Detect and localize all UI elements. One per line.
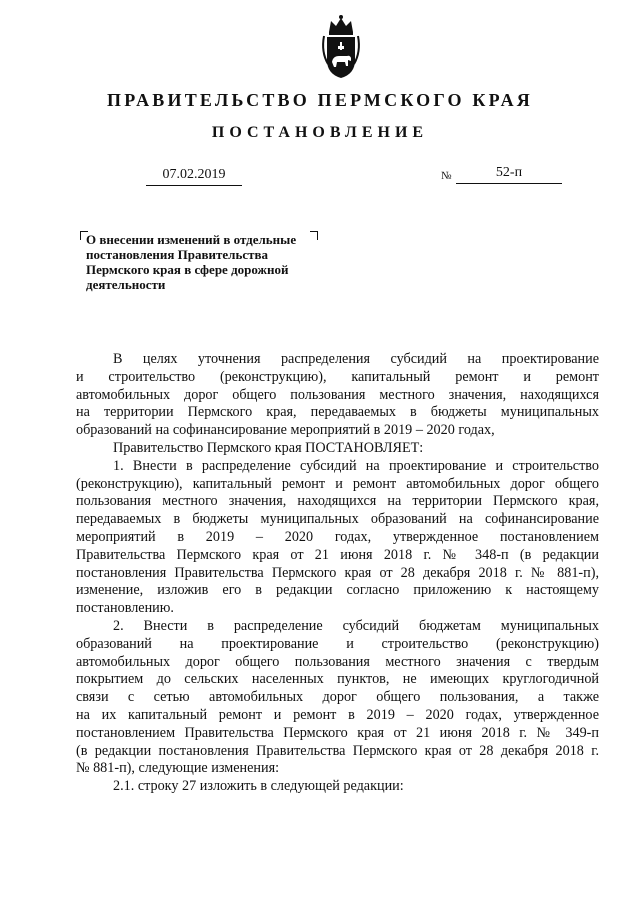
document-number: 52-п [495,165,523,180]
body-line: изменение, изложив его в редакции согласно приложению к настоящему [76,582,599,599]
body-line: автомобильных дорог общего пользования местного значения с твердым [76,653,599,670]
body-line: передаваемых в бюджеты муниципальных образований на софинансирование [76,511,599,528]
body-line: (реконструкцию), капитальный ремонт и ремонт автомобильных дорог общего [76,475,599,492]
body-line: постановлением Правительства Пермского края от 21 июня 2018 г. № 349-п [76,724,599,741]
body-line: мероприятий в 2019 – 2020 годах, утвержденное постановлением [76,528,599,545]
body-line: 2. Внести в распределение субсидий бюджетам муниципальных [113,617,599,634]
government-title: ПРАВИТЕЛЬСТВО ПЕРМСКОГО КРАЯ [107,90,533,110]
body-line: на их капитальный ремонт и ремонт в 2019 – 2020 годах, утвержденное [76,706,599,723]
subject-block [86,232,356,292]
body-text [76,351,599,796]
coat-of-arms-icon [318,12,364,80]
body-line: Правительство Пермского края ПОСТАНОВЛЯЕТ: [113,439,424,456]
date-field [146,165,242,186]
body-line: постановления Правительства Пермского края от 28 декабря 2018 г. № 881-п), [76,564,599,581]
body-line: автомобильных дорог общего пользования местного значения, находящихся [76,386,599,403]
body-line: и строительство (реконструкцию), капитальный ремонт и ремонт [76,368,599,385]
number-field [456,163,562,184]
body-line: на территории Пермского края, передаваемых в бюджеты муниципальных [76,404,599,421]
body-line: 2.1. строку 27 изложить в следующей редакции: [113,778,404,795]
document-type: ПОСТАНОВЛЕНИЕ [211,124,429,141]
body-line: В целях уточнения распределения субсидий на проектирование [113,351,599,367]
body-line: (в редакции постановления Правительства Пермского края от 28 декабря 2018 г. [76,742,599,759]
body-line: Правительства Пермского края от 21 июня 2018 г. № 348-п (в редакции [76,546,599,563]
subject-line: постановления Правительства [86,247,268,262]
number-sign: № [441,170,452,182]
subject-line: О внесении изменений в отдельные [86,232,297,247]
body-line: постановлению. [76,600,174,617]
subject-line: деятельности [86,277,166,292]
document-date: 07.02.2019 [162,167,226,182]
body-line: 1. Внести в распределение субсидий на проектирование и строительство [113,457,599,474]
body-line: покрытием до сельских населенных пунктов, не имеющих круглогодичной [76,671,599,688]
body-line: связи с сетью автомобильных дорог общего пользования, а также [76,689,599,706]
body-line: № 881-п), следующие изменения: [76,760,280,777]
body-line: образований на софинансирование мероприятий в 2019 – 2020 годах, [76,422,495,439]
body-line: образований на проектирование и строительство (реконструкцию) [76,635,599,652]
body-line: пользования местного значения, находящихся на территории Пермского края, [76,493,599,510]
subject-line: Пермского края в сфере дорожной [86,262,289,277]
